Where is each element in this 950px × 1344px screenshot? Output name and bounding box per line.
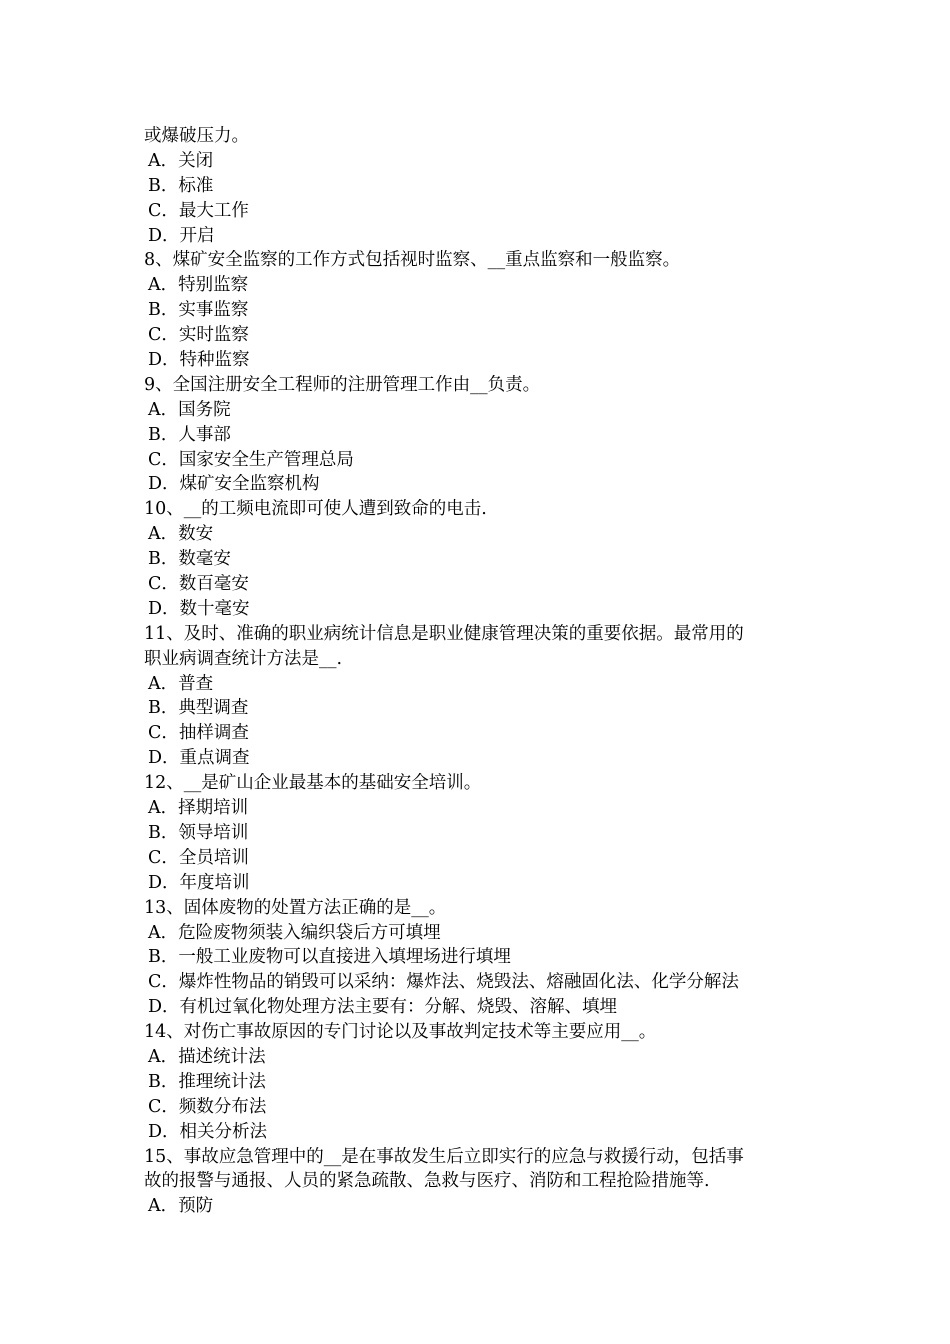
answer-option: B．领导培训 (148, 822, 249, 843)
question-stem: 15、事故应急管理中的__是在事故发生后立即实行的应急与救援行动，包括事 (144, 1146, 744, 1167)
answer-option: B．数毫安 (148, 549, 231, 570)
answer-option: A．普查 (148, 673, 214, 694)
answer-option: B．人事部 (148, 424, 231, 445)
answer-option: B．推理统计法 (148, 1071, 266, 1092)
answer-option: A．数安 (148, 524, 214, 545)
answer-option: D．重点调查 (148, 748, 250, 769)
document-body (144, 124, 820, 1219)
answer-option: C．数百毫安 (148, 574, 249, 595)
answer-option: B．典型调查 (148, 698, 249, 719)
text-line: 或爆破压力。 (144, 126, 249, 146)
answer-option: A．关闭 (148, 150, 214, 171)
answer-option: A．预防 (148, 1196, 214, 1217)
answer-option: B．实事监察 (148, 300, 249, 321)
answer-option: A．特别监察 (148, 275, 249, 296)
answer-option: C．爆炸性物品的销毁可以采纳：爆炸法、烧毁法、熔融固化法、化学分解法 (148, 972, 739, 993)
answer-option: D．有机过氧化物处理方法主要有：分解、烧毁、溶解、填埋 (148, 997, 618, 1018)
answer-option: D．特种监察 (148, 350, 250, 371)
answer-option: B．标准 (148, 175, 214, 196)
answer-option: D．相关分析法 (148, 1121, 268, 1142)
answer-option: D．开启 (148, 225, 215, 246)
answer-option: C．频数分布法 (148, 1096, 267, 1117)
answer-option: A．描述统计法 (148, 1046, 266, 1067)
answer-option: C．全员培训 (148, 847, 249, 868)
question-stem: 14、对伤亡事故原因的专门讨论以及事故判定技术等主要应用__。 (144, 1022, 657, 1043)
answer-option: D．煤矿安全监察机构 (148, 474, 320, 495)
text-line: 故的报警与通报、人员的紧急疏散、急救与医疗、消防和工程抢险措施等. (144, 1171, 710, 1192)
answer-option: B．一般工业废物可以直接进入填埋场进行填埋 (148, 947, 511, 968)
question-stem: 9、全国注册安全工程师的注册管理工作由__负责。 (144, 374, 541, 395)
answer-option: A．国务院 (148, 399, 231, 420)
answer-option: D．数十毫安 (148, 598, 250, 619)
question-stem: 11、及时、准确的职业病统计信息是职业健康管理决策的重要依据。最常用的 (144, 623, 744, 644)
question-stem: 13、固体废物的处置方法正确的是__。 (144, 897, 447, 918)
answer-option: C．实时监察 (148, 325, 249, 346)
answer-option: C．国家安全生产管理总局 (148, 449, 354, 470)
question-stem: 12、__是矿山企业最基本的基础安全培训。 (144, 773, 482, 794)
question-stem: 10、__的工频电流即可使人遭到致命的电击. (144, 499, 487, 520)
answer-option: A．危险废物须装入编织袋后方可填埋 (148, 922, 441, 943)
text-line: 职业病调查统计方法是__. (144, 648, 343, 669)
answer-option: C．最大工作 (148, 200, 249, 221)
answer-option: C．抽样调查 (148, 723, 249, 744)
answer-option: D．年度培训 (148, 872, 250, 893)
answer-option: A．择期培训 (148, 798, 249, 819)
question-stem: 8、煤矿安全监察的工作方式包括视时监察、__重点监察和一般监察。 (144, 250, 681, 271)
